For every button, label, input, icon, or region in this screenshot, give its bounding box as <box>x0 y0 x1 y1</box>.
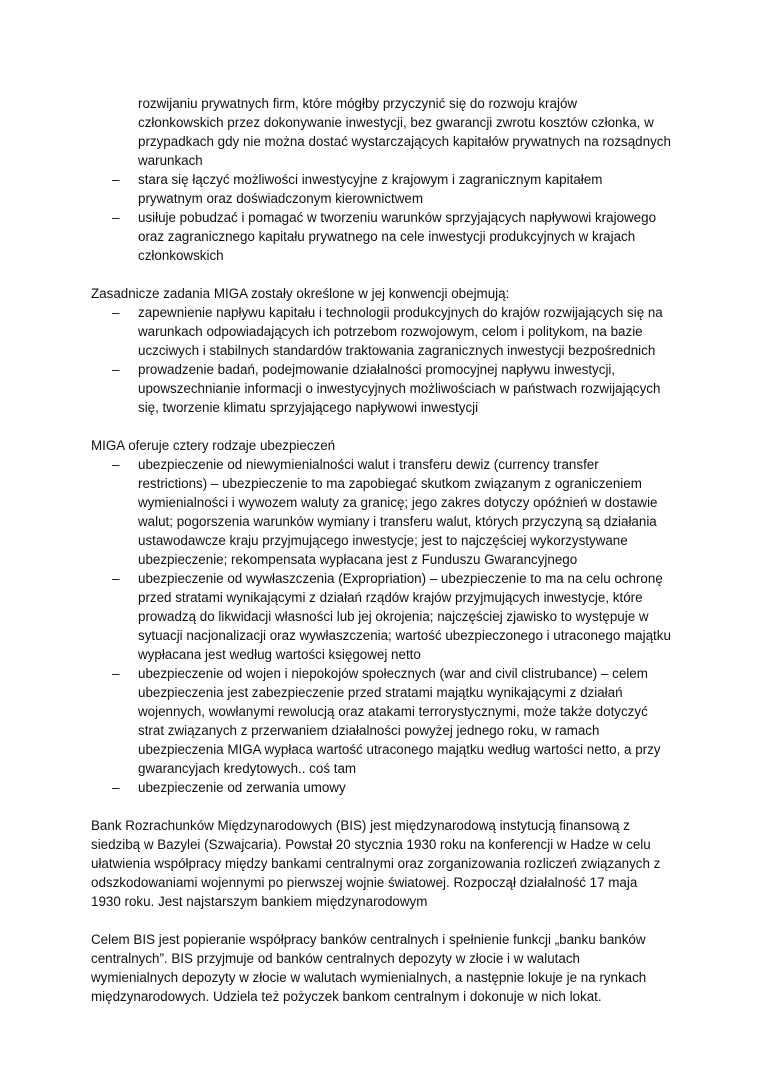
text-line: 1930 roku. Jest najstarszym bankiem międzynarodowym <box>91 894 428 909</box>
list-item <box>91 664 691 778</box>
list-item <box>91 778 691 797</box>
text-line: usiłuje pobudzać i pomagać w tworzeniu warunków sprzyjających napływowi krajowego <box>138 210 657 225</box>
bullet-dash: – <box>112 780 120 795</box>
list-item <box>91 208 691 265</box>
text-line: Bank Rozrachunków Międzynarodowych (BIS) jest międzynarodową instytucją finansową z <box>91 818 630 833</box>
list-item <box>91 170 691 208</box>
text-line: przed stratami wynikającymi z działań rządów krajów przyjmujących inwestycje, które <box>138 590 643 605</box>
text-line: członkowskich przez dokonywanie inwestycji, bez gwarancji zwrotu kosztów członka, w <box>138 115 654 130</box>
intro-continuation <box>91 94 691 170</box>
list-item <box>91 569 691 664</box>
paragraph-gap <box>91 797 691 816</box>
text-line: ubezpieczenie od wojen i niepokojów społecznych (war and civil clistrubance) – celem <box>138 666 648 681</box>
text-line: Celem BIS jest popieranie współpracy banków centralnych i spełnienie funkcji „banku banków <box>91 932 646 947</box>
text-line: przypadkach gdy nie można dostać wystarczających kapitałów prywatnych na rozsądnych <box>138 134 671 149</box>
text-line: członkowskich <box>138 248 224 263</box>
text-line: restrictions) – ubezpieczenie to ma zapobiegać skutkom związanym z ograniczeniem <box>138 476 642 491</box>
list-item <box>91 455 691 569</box>
paragraph-gap <box>91 265 691 284</box>
bullet-dash: – <box>112 305 120 320</box>
text-line: odszkodowaniami wojennymi po pierwszej wojnie światowej. Rozpoczął działalność 17 maja <box>91 875 638 890</box>
text-line: ustawodawcze kraju przyjmującego inwestycje; jest to najczęściej wykorzystywane <box>138 533 628 548</box>
bullet-dash: – <box>112 172 120 187</box>
text-line: wymienialności i wywozem waluty za granicę; jego zakres dotyczy opóźnień w dostawie <box>138 495 658 510</box>
paragraph-gap <box>91 417 691 436</box>
tasks-heading: Zasadnicze zadania MIGA zostały określone w jej konwencji obejmują: <box>91 286 510 301</box>
text-line: ubezpieczenia MIGA wypłaca wartość utraconego majątku według wartości netto, a przy <box>138 742 661 757</box>
list-item <box>91 303 691 360</box>
text-line: strat związanych z przerwaniem działalności powyżej jednego roku, w ramach <box>138 723 600 738</box>
text-line: gwarancyjach kredytowych.. coś tam <box>138 761 357 776</box>
text-line: warunkach <box>138 153 203 168</box>
bullet-dash: – <box>112 362 120 377</box>
text-line: ubezpieczenie od zerwania umowy <box>138 780 346 795</box>
text-line: upowszechnianie informacji o inwestycyjnych możliwościach w państwach rozwijających <box>138 381 661 396</box>
text-line: ubezpieczenie od niewymienialności walut i transferu dewiz (currency transfer <box>138 457 599 472</box>
text-line: sytuacji nacjonalizacji oraz wywłaszczenia; wartość ubezpieczonego i utraconego majątku <box>138 628 671 643</box>
text-line: rozwijaniu prywatnych firm, które mógłby przyczynić się do rozwoju krajów <box>138 96 578 111</box>
insurance-heading: MIGA oferuje cztery rodzaje ubezpieczeń <box>91 438 336 453</box>
text-line: wypłacana jest według wartości księgowej netto <box>138 647 421 662</box>
text-line: ubezpieczenie od wywłaszczenia (Expropriation) – ubezpieczenie to ma na celu ochronę <box>138 571 663 586</box>
text-line: ułatwienia współpracy między bankami centralnymi oraz zorganizowania rozliczeń związanych z <box>91 856 661 871</box>
text-line: prywatnym oraz doświadczonym kierownictwem <box>138 191 424 206</box>
bis-goal-paragraph <box>91 930 691 1006</box>
text-line: siedzibą w Bazylei (Szwajcaria). Powstał 20 stycznia 1930 roku na konferencji w Hadze w celu <box>91 837 651 852</box>
text-line: prowadzą do likwidacji własności lub jej okrojenia; najczęściej zjawisko to występuje w <box>138 609 649 624</box>
text-line: prowadzenie badań, podejmowanie działalności promocyjnej napływu inwestycji, <box>138 362 616 377</box>
paragraph-gap <box>91 911 691 930</box>
text-line: oraz zagranicznego kapitału prywatnego na cele inwestycji produkcyjnych w krajach <box>138 229 636 244</box>
text-line: wojennych, wowłanymi rewolucją oraz atakami terrorystycznymi, może także dotyczyć <box>138 704 648 719</box>
bullet-dash: – <box>112 210 120 225</box>
text-line: uczciwych i stabilnych standardów traktowania zagranicznych inwestycji bezpośrednich <box>138 343 656 358</box>
text-line: międzynarodowych. Udziela też pożyczek bankom centralnym i dokonuje w nich lokat. <box>91 989 602 1004</box>
text-line: wymienialnych depozyty w złocie w walutach wymienialnych, a następnie lokuje je na rynkach <box>91 970 647 985</box>
text-line: warunkach odpowiadających ich potrzebom rozwojowym, celom i politykom, na bazie <box>138 324 643 339</box>
text-line: centralnych”. BIS przyjmuje od banków centralnych depozyty w złocie i w walutach <box>91 951 580 966</box>
text-line: stara się łączyć możliwości inwestycyjne z krajowym i zagranicznym kapitałem <box>138 172 603 187</box>
text-line: ubezpieczenia jest zabezpieczenie przed stratami majątku wynikającymi z działań <box>138 685 623 700</box>
text-line: ubezpieczenie; rekompensata wypłacana jest z Funduszu Gwarancyjnego <box>138 552 578 567</box>
bullet-dash: – <box>112 457 120 472</box>
bullet-dash: – <box>112 666 120 681</box>
document-page <box>91 94 691 1006</box>
text-line: zapewnienie napływu kapitału i technologii produkcyjnych do krajów rozwijających się na <box>138 305 663 320</box>
text-line: walut; pogorszenia warunków wymiany i transferu walut, których przyczyną są działania <box>138 514 657 529</box>
bis-paragraph <box>91 816 691 911</box>
bullet-dash: – <box>112 571 120 586</box>
text-line: się, tworzenie klimatu sprzyjającego napływowi inwestycji <box>138 400 479 415</box>
list-item <box>91 360 691 417</box>
